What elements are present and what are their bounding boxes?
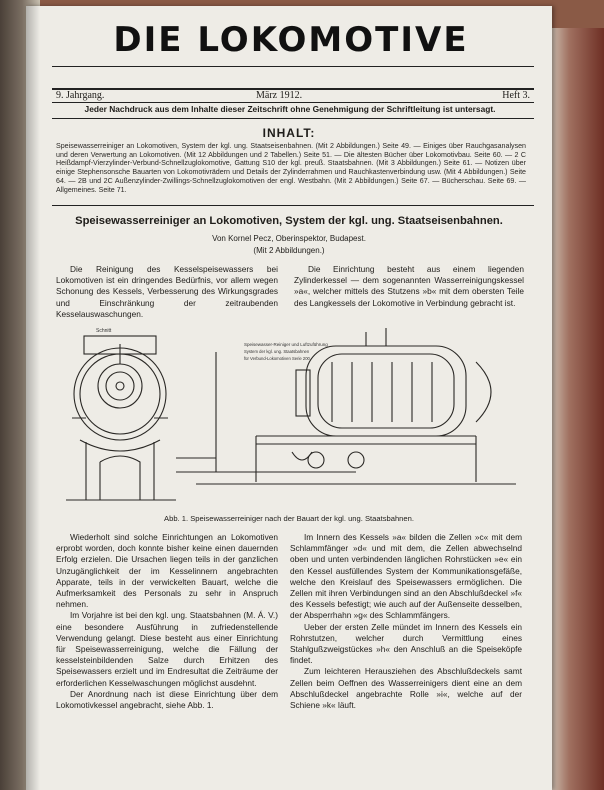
figure-caption: Abb. 1. Speisewasserreiniger nach der Bauart der kgl. ung. Staatsbahnen. <box>164 514 414 523</box>
notice-rule <box>52 118 534 119</box>
journal-masthead: DIE LOKOMOTIVE <box>113 20 469 60</box>
intro-right-column <box>294 264 524 309</box>
body-left-paragraph-2: Im Vorjahre ist bei den kgl. ung. Staatsbahnen (M. Á. V.) eine besondere Ausführung in zufriedenstellende Verwendung gelangt. Diese besteht aus einer Einrichtung für Speisewasserreinigung, welche die Fällung der kesselsteinbildenden Salze durch Erhitzen des Speisewassers erzielt und im Endresultat die Zeiträume der erforderlichen Kesselwaschungen möglichst ausdehnt. <box>56 610 278 688</box>
contents-heading: INHALT: <box>262 126 316 140</box>
figure-label-schnitt: Schnitt <box>96 328 112 334</box>
journal-page <box>26 6 552 790</box>
body-left-paragraph-1: Wiederholt sind solche Einrichtungen an Lokomotiven erprobt worden, doch konnte bisher keine einen dauernden Erfolg erzielen. Die Ursachen liegen teils in der ganzlichen Unzugänglichkeit der im Kesselinnern angebrachten Apparate, teils in der verwickelten Bauart, welche die Aufmerksamkeit des Personals zu sehr in Anspruch nehmen. <box>56 532 278 610</box>
article-title: Speisewasserreiniger an Lokomotiven, System der kgl. ung. Staatseisenbahnen. <box>75 215 503 227</box>
figure-inscription-2: System der kgl. ung. Staatsbahnen <box>244 349 310 354</box>
contents-text: Speisewasserreiniger an Lokomotiven, System der kgl. ung. Staatseisenbahnen. (Mit 2 Abbildungen.) Seite 49. — Einiges über Rauchgasanalysen und deren Verwertung an Lokomotiven. (Mit 12 Abbildungen und 2 Tabellen.) Seite 51. — Die ältesten Bücher über Lokomotivbau. Seite 60. — 2 C Heißdampf-Vierzylinder-Verbund-Schnellzuglokomotive, Gattung S10 der kgl. preuß. Staatsbahnen. (Mit 3 Abbildungen.) Seite 61. — Notizen über einige Stephensonsche Bauarten von Lokomotivrädern und Details der Zylinderrahmen und Rauchkastenverbindung usw. (Mit 4 Abbildungen.) Seite 64. — 2B und 2C Außenzylinder-Zwillings-Schnellzuglokomotiven der engl. Westbahn. (Mit 2 Abbildungen.) Seite 67. — Bücherschau. Seite 69. — Allgemeines. Seite 71. <box>56 142 526 194</box>
boiler-side-elevation <box>176 328 516 484</box>
intro-left-column <box>56 264 278 320</box>
locomotive-drawing-figure <box>56 322 528 510</box>
volume-label: 9. Jahrgang. <box>56 90 105 101</box>
issue-date: März 1912. <box>256 90 303 101</box>
article-byline: Von Kornel Pecz, Oberinspektor, Budapest. <box>212 234 366 243</box>
intro-right-paragraph: Die Einrichtung besteht aus einem liegenden Zylinderkessel — dem sogenannten Wasserreinigungskessel »a«, welcher mittels des Stutzens »b« mit dem obersten Teile des Langkessels der Lokomotive in Verbindung gebracht ist. <box>294 264 524 308</box>
body-right-paragraph-1: Im Innern des Kessels »a« bilden die Zellen »c« mit dem Schlammfänger »d« und mit dem, die Zellen abwechselnd oben und unten verbindenden länglichen Rohrstücken »e« ein den Kessel ausfüllendes System der Kommunikationsgefäße, welche den Kreislauf des Speisewassers ermöglichen. Die Zellen mit ihren Verbindungen sind an den Abschlußdeckel »f« des Kessels befestigt; wie auch auf der Außenseite desselben, der Absperrhahn »g« des Schlammfängers. <box>290 532 522 621</box>
article-illustration-count: (Mit 2 Abbildungen.) <box>253 246 325 255</box>
contents-rule <box>52 205 534 206</box>
intro-left-paragraph: Die Reinigung des Kesselspeisewassers bei Lokomotiven ist ein dringendes Bedürfnis, vor allem wegen Schonung des Kessels, Verbesserung des Wirkungsgrades und Einschränkung der zeitraubenden Kesselauswaschungen. <box>56 264 278 319</box>
masthead-rule-top <box>52 66 534 67</box>
meta-rule <box>52 102 534 103</box>
figure-inscription-1: Speisewasser-Reiniger und Luftzuführung <box>244 342 328 347</box>
body-right-paragraph-3: Zum leichteren Herausziehen des Abschlußdeckels samt Zellen beim Oeffnen des Wasserreinigers dient eine an dem Abschlußdeckel angebrachte Rolle »i«, welche auf der Schiene »k« läuft. <box>290 666 522 711</box>
body-left-paragraph-3: Der Anordnung nach ist diese Einrichtung über dem Lokomotivkessel angebracht, siehe Abb. 1. <box>56 688 278 711</box>
figure-inscription-3: für Verbund-Lokomotiven Serie 200 <box>244 356 310 361</box>
body-left-column <box>56 532 278 711</box>
body-right-column <box>290 532 522 711</box>
boiler-cross-section <box>66 336 176 500</box>
page-gutter-shadow <box>26 6 40 790</box>
body-right-paragraph-2: Ueber der ersten Zelle mündet im Innern des Kessels ein Rohrstutzen, welcher durch Vermittlung eines Stahlgußzweigstückes »h« den Anschluß an die Speiseköpfe findet. <box>290 621 522 666</box>
issue-number: Heft 3. <box>502 90 530 101</box>
book-cover-edge <box>546 28 604 790</box>
reprint-notice: Jeder Nachdruck aus dem Inhalte dieser Zeitschrift ohne Genehmigung der Schriftleitung ist untersagt. <box>84 104 496 114</box>
